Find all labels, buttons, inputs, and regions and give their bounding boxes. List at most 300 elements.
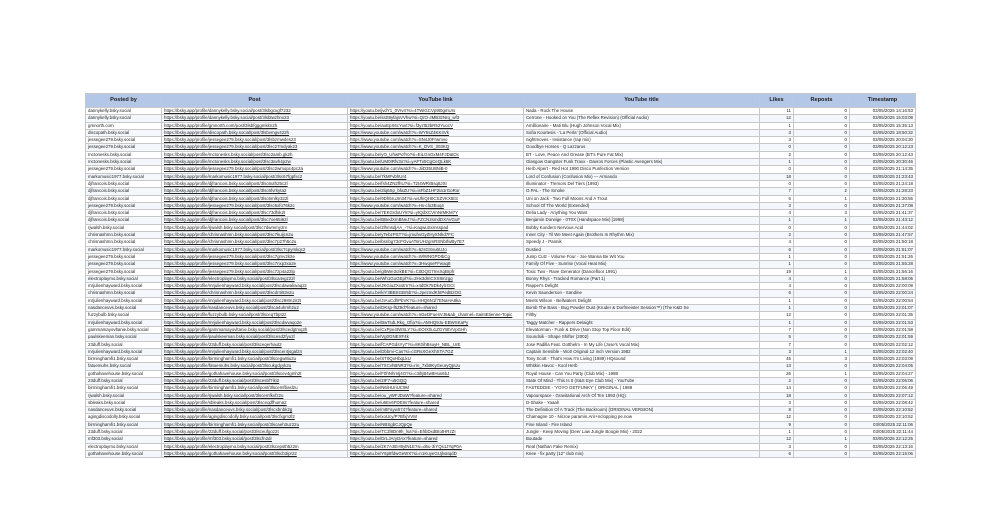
posted-by-cell: djfrancois.bsky.social: [86, 217, 162, 224]
likes-cell: 12: [760, 436, 794, 443]
post-link-cell[interactable]: https://bsky.app/profile/jessegee279.bsky.social/post/3lsbzmwdes23: [162, 137, 348, 144]
post-link-cell[interactable]: https://bsky.app/profile/djfrancois.bsky.social/post/3lsc7oe65i62l: [162, 217, 348, 224]
youtube-link-cell[interactable]: https://youtu.be/N6iHUriUC9M: [348, 385, 524, 392]
likes-cell: 4: [760, 275, 794, 282]
timestamp-cell: 03/05/2025 21:51:26: [850, 253, 916, 260]
post-link-cell[interactable]: https://bsky.app/profile/sbleaks.bsky.social/post/3lsceqdfhuma2: [162, 399, 348, 406]
youtube-link-cell[interactable]: https://youtu.be/jvdY1_0Vrv4?si=4TWiGCVp9t0gmUrs: [348, 108, 524, 115]
post-link-cell[interactable]: https://bsky.app/profile/markomusic1977.bsky.social/post/3lsc7cpymkqc2: [162, 246, 348, 253]
youtube-link-cell[interactable]: https://youtu.be/9Dh5ruJm34?si=wUhiQH0CSZVKXtES: [348, 195, 524, 202]
timestamp-cell: 03/05/2025 21:44:02: [850, 224, 916, 231]
timestamp-cell: 03/05/2025 22:02:12: [850, 341, 916, 348]
post-link-cell[interactable]: https://bsky.app/profile/mrjulienhayward.bsky.social/post/3lscer4jsgal24: [162, 348, 348, 355]
reposts-cell: 0: [794, 334, 850, 341]
posted-by-cell: birminghamfi1.bsky.social: [86, 421, 162, 428]
posted-by-cell: dannykelly.bsky.social: [86, 108, 162, 115]
youtube-link-cell[interactable]: https://youtu.be/kiY3BBSGBr5b?si=JpezmdKhIPedB2OG: [348, 290, 524, 297]
post-link-cell[interactable]: https://bsky.app/profile/gothahavehouse.bsky.social/post/3lscb3ipr22: [162, 450, 348, 457]
timestamp-cell: 03/05/2025 22:12:25: [850, 436, 916, 443]
timestamp-cell: 03/05/2025 21:37:08: [850, 202, 916, 209]
reposts-cell: 3: [794, 210, 850, 217]
youtube-title-cell: State Of Mind - This Is It (S&S Eye Club Mix) - YouTube: [524, 377, 760, 384]
table-row: [86, 180, 916, 187]
youtube-link-cell[interactable]: https://youtu.be/BwTsdLRkq_Ofia?si=AMHQ9Ju-EBWSKaPy: [348, 319, 524, 326]
post-link-cell[interactable]: https://bsky.app/profile/mctonesks.bsky.social/post/3lsc3avh4p2w: [162, 159, 348, 166]
reposts-cell: 0: [794, 275, 850, 282]
table-row: [86, 370, 916, 377]
posted-by-cell: mctonesks.bsky.social: [86, 151, 162, 158]
reposts-cell: 1: [794, 195, 850, 202]
likes-cell: 3: [760, 129, 794, 136]
youtube-title-cell: School Of The World (Extended): [524, 202, 760, 209]
post-link-cell[interactable]: https://bsky.app/profile/mrjulienhayward.bsky.social/post/3lscdawaliwaq2z: [162, 283, 348, 290]
posted-by-cell: chrisnashmn.bsky.social: [86, 290, 162, 297]
reposts-cell: 0: [794, 421, 850, 428]
post-link-cell[interactable]: https://bsky.app/profile/nasdanceuvs.bsky.social/post/3lsca4uhmh2u2: [162, 305, 348, 312]
table-row: [86, 173, 916, 180]
reposts-cell: 0: [794, 144, 850, 151]
timestamp-cell: 03/05/2025 22:08:42: [850, 399, 916, 406]
table-row: [86, 326, 916, 333]
youtube-title-cell: Royal House - Can You Party (Club Mix) - 1988: [524, 370, 760, 377]
posted-by-cell: chrisnashmn.bsky.social: [86, 232, 162, 239]
youtube-title-cell: FASTEDDIE - 'YOYO GETFUNKY' ( ORIGINAL ) 1988: [524, 385, 760, 392]
posted-by-cell: markomusic1977.bsky.social: [86, 246, 162, 253]
timestamp-cell: 03/05/2025 22:02:40: [850, 348, 916, 355]
reposts-cell: 0: [794, 115, 850, 122]
header-youtube-title[interactable]: YouTube title: [524, 94, 760, 108]
reposts-cell: 0: [794, 166, 850, 173]
youtube-link-cell[interactable]: https://youtu.be/ST0QxHbqLkU: [348, 356, 524, 363]
youtube-link-cell[interactable]: https://youtu.be/fsh4ZN2fhU?si=T2t4WRrBsq8JXr: [348, 180, 524, 187]
likes-cell: 6: [760, 450, 794, 457]
header-posted-by[interactable]: Posted by: [86, 94, 162, 108]
reposts-cell: 0: [794, 151, 850, 158]
posted-by-cell: djfrancois.bsky.social: [86, 210, 162, 217]
reposts-cell: 0: [794, 159, 850, 166]
posted-by-cell: discopath.bsky.social: [86, 129, 162, 136]
youtube-title-cell: Captain Sensible - Wot! Original 12 inch Version 1982: [524, 348, 760, 355]
posted-by-cell: djfrancois.bsky.social: [86, 180, 162, 187]
table-row: [86, 283, 916, 290]
youtube-link-cell[interactable]: https://youtu.be/7EKGrdxUY8?si=ytQdXCVrnNrMKM7Y: [348, 210, 524, 217]
reposts-cell: 3: [794, 356, 850, 363]
reposts-cell: 0: [794, 443, 850, 450]
table-row: [86, 399, 916, 406]
timestamp-cell: 03/05/2025 22:11:06: [850, 421, 916, 428]
reposts-cell: 0: [794, 326, 850, 333]
table-row: [86, 129, 916, 136]
posted-by-cell: jessegee279.bsky.social: [86, 166, 162, 173]
post-link-cell[interactable]: https://bsky.app/profile/jessegee279.bsky.social/post/3lsc7gmv2k2e: [162, 253, 348, 260]
posted-by-cell: 23duff.bsky.social: [86, 377, 162, 384]
post-link-cell[interactable]: https://bsky.app/profile/discopath.bsky.social/post/3lsbvmgv422h: [162, 129, 348, 136]
table-row: [86, 414, 916, 421]
youtube-title-cell: Chamagne 10 - Nicroe paramin.Arir+nclopping pe.now: [524, 414, 760, 421]
timestamp-cell: 03/05/2025 22:06:06: [850, 377, 916, 384]
posted-by-cell: markomusic1977.bsky.social: [86, 173, 162, 180]
likes-cell: 7: [760, 341, 794, 348]
likes-cell: 2: [760, 377, 794, 384]
header-row: [86, 94, 916, 108]
likes-cell: 8: [760, 407, 794, 414]
reposts-cell: 1: [794, 217, 850, 224]
reposts-cell: 0: [794, 224, 850, 231]
posted-by-cell: jessegee279.bsky.social: [86, 137, 162, 144]
timestamp-cell: 03/05/2025 15:35:13: [850, 122, 916, 129]
youtube-link-cell[interactable]: https://youtu.be/BBedXmBNeJ?si=FZCN2smdDXAVGuF: [348, 217, 524, 224]
post-link-cell[interactable]: https://bsky.app/profile/dannykelly.bsky.social/post/3lsbgcxgf7232: [162, 108, 348, 115]
reposts-cell: 0: [794, 239, 850, 246]
likes-cell: 6: [760, 290, 794, 297]
post-link-cell[interactable]: https://bsky.app/profile/mrjulienhayward.bsky.social/post/3lscdwvaqo2e: [162, 319, 348, 326]
timestamp-cell: 03/05/2025 22:01:58: [850, 326, 916, 333]
youtube-link-cell[interactable]: https://youtu.be/Wh1GuGEpl?si=2Hx3dmCXX8mzgq: [348, 275, 524, 282]
post-link-cell[interactable]: https://bsky.app/profile/jessegee279.bsky.social/post/3lsc6xfo76k2c: [162, 202, 348, 209]
reposts-cell: 0: [794, 202, 850, 209]
reposts-cell: 2: [794, 188, 850, 195]
post-link-cell[interactable]: https://bsky.app/profile/rjwalsh.bsky.social/post/3lsc7dwmmy2rv: [162, 224, 348, 231]
posted-by-cell: jessegee279.bsky.social: [86, 253, 162, 260]
timestamp-cell: 03/05/2025 22:10:52: [850, 414, 916, 421]
youtube-link-cell[interactable]: https://youtu.be/2K7A3EH8ytN1E?si=d6u-3iYQs1JYqP0A: [348, 443, 524, 450]
youtube-link-cell[interactable]: https://youtu.be/7XCvhBNR3?si=rm_7xb8KyGeuryQpUu: [348, 363, 524, 370]
youtube-link-cell[interactable]: https://youtu.be/NBSgbCJQpQe: [348, 421, 524, 428]
timestamp-cell: 03/05/2025 21:50:18: [850, 239, 916, 246]
youtube-link-cell[interactable]: https://www.youtube.com/watch?v=WY5sZ4KK4Vk: [348, 129, 524, 136]
reposts-cell: 1: [794, 268, 850, 275]
table-row: [86, 166, 916, 173]
youtube-link-cell[interactable]: https://www.youtube.com/watch?v=Hx-clu3Euq4: [348, 202, 524, 209]
likes-cell: 12: [760, 312, 794, 319]
likes-cell: 3: [760, 202, 794, 209]
youtube-link-cell[interactable]: https://youtu.be/xoUcy/P?BfxjVVM: [348, 414, 524, 421]
post-link-cell[interactable]: https://bsky.app/profile/23duff.bsky.social/post/3lsceqerhaut2: [162, 341, 348, 348]
likes-cell: 0: [760, 166, 794, 173]
timestamp-cell: 03/05/2025 21:43:12: [850, 217, 916, 224]
youtube-link-cell[interactable]: https://www.youtube.com/watch?v=JiiD35U8NiB-0: [348, 166, 524, 173]
reposts-cell: 0: [794, 129, 850, 136]
likes-cell: 4: [760, 239, 794, 246]
header-youtube-link[interactable]: YouTube link: [348, 94, 524, 108]
post-link-cell[interactable]: https://bsky.app/profile/djfrancois.bsky.social/post/3lsc6uth25c2l: [162, 180, 348, 187]
posted-by-cell: rjwalsh.bsky.social: [86, 224, 162, 231]
post-link-cell[interactable]: https://bsky.app/profile/nasdanceuvs.bsky.social/post/3lscxbnbk2g: [162, 407, 348, 414]
table-row: [86, 137, 916, 144]
posted-by-cell: mrjulienhayward.bsky.social: [86, 348, 162, 355]
timestamp-cell: 03/05/2025 21:47:57: [850, 232, 916, 239]
reposts-cell: 0: [794, 377, 850, 384]
youtube-link-cell[interactable]: https://youtu.be/ou_yWFJDaW?feature=shared: [348, 392, 524, 399]
likes-cell: 1: [760, 217, 794, 224]
youtube-title-cell: Jump Cutz - Volume Four - Joe Wanna Be Wit You: [524, 253, 760, 260]
table-row: [86, 290, 916, 297]
youtube-title-cell: Benjamin Dorwige - 0T0X (Handspace Mix) [1998]: [524, 217, 760, 224]
youtube-title-cell: The Definition Of A Track (The Backroom) (ORIGINAL VERSION): [524, 407, 760, 414]
header-reposts[interactable]: Reposts: [794, 94, 850, 108]
youtube-title-cell: Jungle - Keep Moving (Deer Law Jungle Boogie Mix) - 2022: [524, 429, 760, 436]
reposts-cell: 0: [794, 399, 850, 406]
likes-cell: 19: [760, 268, 794, 275]
youtube-link-cell[interactable]: https://youtu.be/7kMFvbhUr4: [348, 173, 524, 180]
timestamp-cell: 03/05/2025 22:01:07: [850, 305, 916, 312]
table-row: [86, 377, 916, 384]
post-link-cell[interactable]: https://bsky.app/profile/rjwalsh.bsky.social/post/3lscemfkxfz2u: [162, 392, 348, 399]
table-row: [86, 210, 916, 217]
table-row: [86, 232, 916, 239]
table-row: [86, 246, 916, 253]
youtube-title-cell: O.PAL - The Smoke: [524, 188, 760, 195]
posted-by-cell: jessegee279.bsky.social: [86, 202, 162, 209]
youtube-link-cell[interactable]: https://youtu.be/yO_UhwPofYo?si=EiLGnGxM4FJDatOc: [348, 151, 524, 158]
header-timestamp[interactable]: Timestamp: [850, 94, 916, 108]
reposts-cell: 0: [794, 319, 850, 326]
timestamp-cell: 03/05/2025 22:15:06: [850, 450, 916, 457]
post-link-cell[interactable]: https://bsky.app/profile/electroplaymo.bsky.social/post/3lsca4vgz22l: [162, 275, 348, 282]
youtube-link-cell[interactable]: https://youtu.be/fCAPGdsYy7?si=8K0ihBsuyH_NBL_UrE: [348, 341, 524, 348]
likes-cell: 2: [760, 151, 794, 158]
table-row: [86, 217, 916, 224]
likes-cell: 14: [760, 385, 794, 392]
likes-cell: 11: [760, 108, 794, 115]
timestamp-cell: 03/05/2025 22:10:52: [850, 407, 916, 414]
likes-cell: 1: [760, 253, 794, 260]
post-link-cell[interactable]: https://bsky.app/profile/chrisnashmn.bsky.social/post/3lsc7kuijcn2u: [162, 232, 348, 239]
post-link-cell[interactable]: https://bsky.app/profile/jessegee279.bsky.social/post/3lsc2wmopc4pc2a: [162, 166, 348, 173]
timestamp-cell: 03/05/2025 22:00:09: [850, 283, 916, 290]
likes-cell: 18: [760, 392, 794, 399]
youtube-title-cell: Bonny Rhys - Tracked Romance (Part 1): [524, 275, 760, 282]
likes-cell: 2: [760, 232, 794, 239]
likes-cell: 6: [760, 195, 794, 202]
header-likes[interactable]: Likes: [760, 94, 794, 108]
youtube-link-cell[interactable]: https://www.youtube.com/watch?v=3HwqseFFwaq8: [348, 261, 524, 268]
post-link-cell[interactable]: https://bsky.app/profile/23duff.bsky.social/post/3lsceufgoz2t: [162, 429, 348, 436]
youtube-title-cell: Filthy: [524, 312, 760, 319]
youtube-title-cell: Cerrone - Hooked on You (The Reflex Revision) (Official Audio): [524, 115, 760, 122]
youtube-title-cell: Rapper's Delight: [524, 283, 760, 290]
youtube-link-cell[interactable]: https://youtu.be/CxPpe4tWSLY?si=EOIX0u1ZGYBtVVpGHh: [348, 326, 524, 333]
table-row: [86, 224, 916, 231]
youtube-link-cell[interactable]: https://youtu.be/Dbbmi-Cas?si=cGRsXGeXhSTA7GZ: [348, 348, 524, 355]
posted-by-cell: gothahavehouse.bsky.social: [86, 450, 162, 457]
table-row: [86, 429, 916, 436]
youtube-link-cell[interactable]: https://youtu.be/2IF7-u5GQQ: [348, 377, 524, 384]
likes-cell: 4: [760, 283, 794, 290]
posted-by-cell: dannykelly.bsky.social: [86, 115, 162, 122]
youtube-link-cell[interactable]: https://www.youtube.com/watch?v=SN4J0Frwmvo: [348, 137, 524, 144]
timestamp-cell: 03/05/2025 21:28:23: [850, 188, 916, 195]
post-link-cell[interactable]: https://bsky.app/profile/djfrancois.bsky.social/post/3lsc6mlky322l: [162, 195, 348, 202]
likes-cell: 0: [760, 180, 794, 187]
youtube-link-cell[interactable]: https://youtu.be/2lq6Sp_bfaZU?si=isFbZ1HF2Ia1rGoRor: [348, 188, 524, 195]
post-link-cell[interactable]: https://bsky.app/profile/gammamayovltanie.bsky.social/post/3lscedgtmq2h: [162, 326, 348, 333]
table-row: [86, 312, 916, 319]
post-link-cell[interactable]: https://bsky.app/profile/djfrancois.bsky.social/post/3lsc73dfsk2t: [162, 210, 348, 217]
reposts-cell: 0: [794, 385, 850, 392]
youtube-link-cell[interactable]: https://youtu.be/DKsp-f6Z9d?feature=shared: [348, 305, 524, 312]
post-link-cell[interactable]: https://bsky.app/profile/fuzzybulb.bsky.social/post/3lsceq7bpt2z: [162, 312, 348, 319]
youtube-title-cell: Toxic Two - Rave Generator (Dancefloor 1991): [524, 268, 760, 275]
youtube-title-cell: Knee - fix party (12" club mix): [524, 450, 760, 457]
table-row: [86, 202, 916, 209]
timestamp-cell: 03/05/2025 20:30:46: [850, 159, 916, 166]
reposts-cell: 0: [794, 392, 850, 399]
post-link-cell[interactable]: https://bsky.app/profile/mf303.bsky.social/post/3lscfn2dr: [162, 436, 348, 443]
post-link-cell[interactable]: https://bsky.app/profile/djfrancois.bsky.social/post/3lsc6fvrkyta2: [162, 188, 348, 195]
posted-by-cell: rjwalsh.bsky.social: [86, 392, 162, 399]
reposts-cell: 0: [794, 312, 850, 319]
youtube-link-cell[interactable]: https://youtu.be/gl5We3cIkBE?si=C0DQG7InsXqBrpfr: [348, 268, 524, 275]
youtube-title-cell: Kevin Saunderson - Sandine: [524, 290, 760, 297]
timestamp-cell: 03/05/2025 15:03:09: [850, 115, 916, 122]
post-link-cell[interactable]: https://bsky.app/profile/electroplaymo.bsky.social/post/3lscepsth5z2m: [162, 443, 348, 450]
youtube-link-cell[interactable]: https://youtu.be/JKGiuZXxstm?si=x4dDk75Dk4ylzGCt: [348, 283, 524, 290]
youtube-link-cell[interactable]: https://www.youtube.com/watch?v=6zsGSvu6UJo: [348, 246, 524, 253]
posted-by-cell: gmnorth.com: [86, 122, 162, 129]
post-link-cell[interactable]: https://bsky.app/profile/gothahavehouse.bsky.social/post/3lscev4gmh2t: [162, 370, 348, 377]
post-link-cell[interactable]: https://bsky.app/profile/birminghamfi1.bsky.social/post/3lscaeh3uz22u: [162, 421, 348, 428]
youtube-title-cell: Lord of Confusion (Confusion Mix) --- Armando: [524, 173, 760, 180]
post-link-cell[interactable]: https://bsky.app/profile/markomusic1977.bsky.social/post/3lsc67fgpfsc2: [162, 173, 348, 180]
table-row: [86, 188, 916, 195]
likes-cell: 12: [760, 414, 794, 421]
table-row: [86, 261, 916, 268]
reposts-cell: 0: [794, 246, 850, 253]
timestamp-cell: 03/05/2025 20:04:30: [850, 137, 916, 144]
table-row: [86, 334, 916, 341]
youtube-link-cell[interactable]: https://youtu.be/bsnbg73cFGvuATsrUHzgmRSNbIfwBy7E7: [348, 239, 524, 246]
timestamp-cell: 03/05/2025 22:04:05: [850, 363, 916, 370]
reposts-cell: 1: [794, 436, 850, 443]
youtube-title-cell: Elevatorman - Funk & Drive (Non Stop Top Floor Edit): [524, 326, 760, 333]
reposts-cell: 0: [794, 253, 850, 260]
likes-cell: 26: [760, 370, 794, 377]
likes-cell: 3: [760, 399, 794, 406]
youtube-link-cell[interactable]: https://youtu.be/yTebzPST?si=jmuhvGyZHyXNhd7FC: [348, 232, 524, 239]
youtube-link-cell[interactable]: https://youtu.be/m8Fayw574?feature=shared: [348, 407, 524, 414]
posted-by-cell: mrjulienhayward.bsky.social: [86, 319, 162, 326]
youtube-title-cell: Inner City - Til We Meet Again (Brothers In Rhythm Mix): [524, 232, 760, 239]
youtube-link-cell[interactable]: https://youtu.be/2lhmsdjAA_-?si=KaqwuSxmsspad: [348, 224, 524, 231]
likes-cell: 45: [760, 356, 794, 363]
youtube-title-cell: Goodbye Horses - Q Lazzarus: [524, 144, 760, 151]
table-row: [86, 356, 916, 363]
timestamp-cell: 03/05/2025 21:14:35: [850, 166, 916, 173]
posted-by-cell: djfrancois.bsky.social: [86, 188, 162, 195]
reposts-cell: 0: [794, 261, 850, 268]
youtube-title-cell: Delia Lady - Anything You Want: [524, 210, 760, 217]
table-row: [86, 305, 916, 312]
youtube-link-cell[interactable]: https://youtu.be/auEpX6cYovt?si=f3yzt52bR52YuocV: [348, 122, 524, 129]
youtube-link-cell[interactable]: https://youtu.be/JIAuCdhPbVK?si=HHQ6N1f7ENaHA8ka: [348, 297, 524, 304]
posted-by-cell: gothahavehouse.bsky.social: [86, 370, 162, 377]
post-link-cell[interactable]: https://bsky.app/profile/jessegee279.bsky.social/post/3lsc7zp4a22lp: [162, 268, 348, 275]
likes-cell: 3: [760, 348, 794, 355]
reposts-cell: 0: [794, 283, 850, 290]
post-link-cell[interactable]: https://bsky.app/profile/dannykelly.bsky.social/post/3lsbtwzhnx23: [162, 115, 348, 122]
reposts-cell: 1: [794, 348, 850, 355]
youtube-link-cell[interactable]: https://youtu.be/Y6p8fdwGeWX?si=n1KuyeGUjlvatqdD: [348, 450, 524, 457]
youtube-title-cell: Whitkin Havoc - Kool Herb: [524, 363, 760, 370]
timestamp-cell: 03/05/2025 21:30:55: [850, 195, 916, 202]
likes-cell: 4: [760, 210, 794, 217]
posted-by-cell: agingdiscodolly.bsky.social: [86, 414, 162, 421]
likes-cell: 1: [760, 429, 794, 436]
post-link-cell[interactable]: https://bsky.app/profile/fatuemuhs.bsky.social/post/3lscukgdyyk2u: [162, 363, 348, 370]
timestamp-cell: 03/05/2025 22:00:24: [850, 290, 916, 297]
timestamp-cell: 03/05/2025 22:07:12: [850, 392, 916, 399]
likes-cell: 12: [760, 115, 794, 122]
likes-cell: 0: [760, 144, 794, 151]
youtube-title-cell: Herb Alpert - Red Hot 1990 Disco Punfection Version: [524, 166, 760, 173]
youtube-link-cell[interactable]: https://youtu.be/UM0IRfv3o?si=yAFTx5CgCeQLk5K: [348, 159, 524, 166]
table-row: [86, 297, 916, 304]
post-link-cell[interactable]: https://bsky.app/profile/jessegee279.bsky.social/post/3lsc7nxp3xa2e: [162, 261, 348, 268]
post-link-cell[interactable]: https://bsky.app/profile/birminghamfi1.bsky.social/post/3lscegw8iu2u: [162, 356, 348, 363]
post-link-cell[interactable]: https://bsky.app/profile/23duff.bsky.social/post/3lscesbf7iki2: [162, 377, 348, 384]
youtube-title-cell: Boutade: [524, 436, 760, 443]
youtube-link-cell[interactable]: https://youtu.be/DrLJAryDAx?feature=shared: [348, 436, 524, 443]
post-link-cell[interactable]: https://bsky.app/profile/agingdiscodolly.bsky.social/post/3lscfxgm2l2: [162, 414, 348, 421]
post-link-cell[interactable]: https://bsky.app/profile/chrisnashmn.bsky.social/post/3lscdr4i53v2u: [162, 290, 348, 297]
youtube-link-cell[interactable]: https://www.youtube.com/watch?v=nGeDFuesVJ6&ab_channel=SaintEtienne-Topic: [348, 312, 524, 319]
reposts-cell: 0: [794, 173, 850, 180]
table-row: [86, 159, 916, 166]
timestamp-cell: 03/05/2025 18:50:32: [850, 129, 916, 136]
post-link-cell[interactable]: https://bsky.app/profile/chrisnashmn.bsky.social/post/3lsc7p27h5c2u: [162, 239, 348, 246]
likes-cell: 1: [760, 122, 794, 129]
reposts-cell: 0: [794, 232, 850, 239]
youtube-link-cell[interactable]: https://www.youtube.com/watch?v=WlWNGPDIbCg: [348, 253, 524, 260]
youtube-link-cell[interactable]: https://youtu.be/ssS9yfajsVVhw?si=QrO-JMB3zNrq_wf3: [348, 115, 524, 122]
posted-by-cell: birminghamfi1.bsky.social: [86, 356, 162, 363]
timestamp-cell: 03/05/2025 21:55:28: [850, 261, 916, 268]
timestamp-cell: 03/05/2025 21:56:16: [850, 268, 916, 275]
posted-by-cell: paulskeeman.bsky.social: [86, 334, 162, 341]
likes-cell: 3: [760, 443, 794, 450]
youtube-title-cell: Tony Scott - That's How I'm Living (1989) HQsound: [524, 356, 760, 363]
timestamp-cell: 03/05/2025 22:01:59: [850, 334, 916, 341]
youtube-title-cell: Bobby Konders Nervous Acid: [524, 224, 760, 231]
posted-by-cell: birminghamfi1.bsky.social: [86, 385, 162, 392]
table-row: [86, 195, 916, 202]
youtube-link-cell[interactable]: https://www.youtube.com/watch?v=K_DVS_303KQ: [348, 144, 524, 151]
post-link-cell[interactable]: https://bsky.app/profile/mrjulienhayward.bsky.social/post/3lscz88m2ir2t: [162, 297, 348, 304]
youtube-link-cell[interactable]: https://youtu.be/TC2l8Dn9h_lsa?si=EhbDxdBtotHRzZI: [348, 429, 524, 436]
table-row: [86, 253, 916, 260]
table-row: [86, 115, 916, 122]
table-row: [86, 443, 916, 450]
posted-by-cell: djfrancois.bsky.social: [86, 195, 162, 202]
post-link-cell[interactable]: https://bsky.app/profile/birminghamfi1.bsky.social/post/3lscemfbasl2u: [162, 385, 348, 392]
youtube-link-cell[interactable]: https://youtu.be/F0hNhmtj4O?si=c3ihjB4w8Hus6bJ: [348, 370, 524, 377]
youtube-link-cell[interactable]: https://youtu.be/Vg0GNEXF4k: [348, 334, 524, 341]
post-link-cell[interactable]: https://bsky.app/profile/mctonesks.bsky.social/post/3lsc2amb.gk2h: [162, 151, 348, 158]
posted-by-cell: nasdanceuvs.bsky.social: [86, 407, 162, 414]
header-post[interactable]: Post: [162, 94, 348, 108]
post-link-cell[interactable]: https://bsky.app/profile/gmnorth.com/post/3lsbfgggmkkn2h: [162, 122, 348, 129]
reposts-cell: 0: [794, 180, 850, 187]
table-row: [86, 341, 916, 348]
table-row: [86, 421, 916, 428]
post-link-cell[interactable]: https://bsky.app/profile/jessegee279.bsky.social/post/3lsc27mdyak23: [162, 144, 348, 151]
post-link-cell[interactable]: https://bsky.app/profile/paulskeeman.bsky.social/post/3lscesd2fyu2l: [162, 334, 348, 341]
table-row: [86, 122, 916, 129]
youtube-title-cell: Dustied: [524, 246, 760, 253]
youtube-title-cell: Speedy J - Pannik: [524, 239, 760, 246]
youtube-link-cell[interactable]: https://youtu.be/u6Ev6FDE8s?feature=shared: [348, 399, 524, 406]
